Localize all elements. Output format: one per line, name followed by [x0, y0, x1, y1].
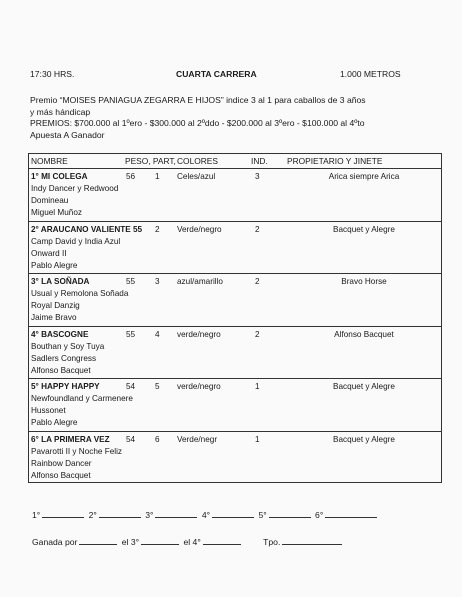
- horse-part: 3: [155, 277, 160, 287]
- premio-line: Apuesta A Ganador: [30, 129, 105, 140]
- finish-blank-5[interactable]: [269, 508, 311, 518]
- horse-dam-sire: Sadlers Congress: [31, 353, 97, 363]
- horse-ind: 2: [255, 277, 260, 287]
- horse-jockey: Miguel Muñoz: [31, 208, 82, 217]
- tpo-label: Tpo.: [263, 537, 281, 547]
- horse-ind: 1: [255, 382, 260, 392]
- horse-propietario: Bacquet y Alegre: [333, 224, 395, 234]
- horse-propietario: Alfonso Bacquet: [334, 329, 394, 339]
- horse-part: 4: [155, 329, 160, 339]
- fourth-label: el 4°: [183, 537, 201, 547]
- horse-pedigree: Indy Dancer y Redwood: [31, 184, 119, 193]
- premio-line: PREMIOS: $700.000 al 1ºero - $300.000 al 2ºddo - $200.000 al 3ºero - $100.000 al 4ºto: [30, 118, 365, 129]
- finish-label-3: 3°: [145, 510, 154, 520]
- horse-colores: Verde/negro: [177, 224, 222, 234]
- finish-label-4: 4°: [201, 510, 211, 520]
- horse-dam-sire: Domineau: [31, 196, 69, 205]
- horse-colores: Celes/azul: [177, 172, 216, 181]
- horse-jockey: Pablo Alegre: [31, 260, 78, 270]
- horse-pedigree: Usual y Remolona Soñada: [31, 289, 129, 299]
- horse-part: 5: [155, 382, 160, 392]
- horse-dam-sire: Rainbow Dancer: [31, 458, 92, 468]
- horse-ind: 2: [255, 224, 260, 234]
- horse-jockey: Alfonso Bacquet: [31, 365, 91, 375]
- horse-propietario: Arica siempre Arica: [328, 172, 400, 181]
- finish-blank-2[interactable]: [99, 508, 141, 518]
- third-label: el 3°: [121, 537, 140, 547]
- horse-peso: 56: [126, 172, 136, 181]
- header-ind: IND.: [251, 156, 268, 166]
- horse-peso: 55: [126, 277, 136, 287]
- horse-colores: verde/negro: [177, 382, 221, 392]
- horse-part: 2: [155, 224, 160, 234]
- premio-line: Premio “MOISES PANIAGUA ZEGARRA E HIJOS” indice 3 al 1 para caballos de 3 años: [30, 95, 366, 105]
- tpo-blank[interactable]: [282, 535, 342, 545]
- header-nombre: NOMBRE: [31, 156, 68, 166]
- horse-name: 2° ARAUCANO VALIENTE 55: [31, 224, 143, 234]
- horse-peso: 55: [126, 329, 136, 339]
- header-colores: COLORES: [177, 156, 218, 166]
- horse-jockey: Alfonso Bacquet: [31, 470, 91, 480]
- horse-part: 1: [155, 172, 160, 181]
- ganada-label: Ganada por: [32, 537, 78, 547]
- race-title: CUARTA CARRERA: [176, 69, 257, 79]
- premio-description: [30, 95, 440, 141]
- finish-label-6: 6°: [315, 510, 324, 520]
- entries-table: [28, 153, 442, 483]
- premio-line: y más hándicap: [30, 106, 91, 117]
- finish-label-5: 5°: [258, 510, 267, 520]
- horse-colores: azul/amarillo: [177, 277, 223, 287]
- horse-propietario: Bacquet y Alegre: [333, 434, 395, 444]
- horse-pedigree: Pavarotti II y Noche Feliz: [31, 446, 123, 456]
- race-distance: 1.000 METROS: [340, 69, 401, 79]
- horse-pedigree: Bouthan y Soy Tuya: [31, 341, 105, 351]
- horse-peso: 54: [126, 382, 136, 392]
- horse-jockey: Jaime Bravo: [31, 313, 77, 323]
- horse-name: 6° LA PRIMERA VEZ: [31, 434, 110, 444]
- horse-peso: 54: [126, 434, 136, 444]
- finish-label-1: 1°: [32, 510, 41, 520]
- fourth-blank[interactable]: [203, 535, 241, 545]
- horse-pedigree: Newfoundland y Carmenere: [31, 394, 133, 404]
- table-row: [29, 432, 441, 485]
- horse-ind: 3: [255, 172, 260, 181]
- horse-ind: 1: [255, 434, 260, 444]
- table-row: [29, 274, 441, 327]
- table-header: [29, 154, 441, 169]
- horse-dam-sire: Onward II: [31, 248, 67, 258]
- table-row: [29, 379, 441, 432]
- horse-propietario: Bacquet y Alegre: [333, 382, 395, 392]
- horse-colores: Verde/negr: [177, 434, 218, 444]
- horse-pedigree: Camp David y India Azul: [31, 236, 121, 246]
- horse-colores: verde/negro: [177, 329, 221, 339]
- horse-propietario: Bravo Horse: [341, 277, 387, 287]
- table-row: [29, 327, 441, 380]
- header-propietario: PROPIETARIO Y JINETE: [287, 156, 383, 166]
- horse-name: 4° BASCOGNE: [31, 329, 89, 339]
- finish-blank-6[interactable]: [325, 508, 377, 518]
- race-time: 17:30 HRS.: [30, 69, 75, 79]
- table-row: [29, 169, 441, 222]
- finish-blank-1[interactable]: [42, 508, 84, 518]
- horse-jockey: Pablo Alegre: [31, 418, 78, 428]
- horse-dam-sire: Royal Danzig: [31, 301, 80, 311]
- horse-part: 6: [155, 434, 160, 444]
- ganada-line: [32, 535, 344, 547]
- header-peso-part: PESO, PART,: [125, 156, 176, 166]
- horse-dam-sire: Hussonet: [31, 406, 66, 416]
- horse-name: 1° MI COLEGA: [31, 172, 88, 181]
- horse-name: 5° HAPPY HAPPY: [31, 382, 100, 392]
- table-row: [29, 222, 441, 275]
- finish-label-2: 2°: [88, 510, 97, 520]
- horse-name: 3° LA SOÑADA: [31, 277, 90, 287]
- third-blank[interactable]: [141, 535, 179, 545]
- finish-order-line: [32, 508, 379, 520]
- finish-blank-3[interactable]: [155, 508, 197, 518]
- ganada-blank[interactable]: [79, 535, 117, 545]
- horse-ind: 2: [255, 329, 260, 339]
- finish-blank-4[interactable]: [212, 508, 254, 518]
